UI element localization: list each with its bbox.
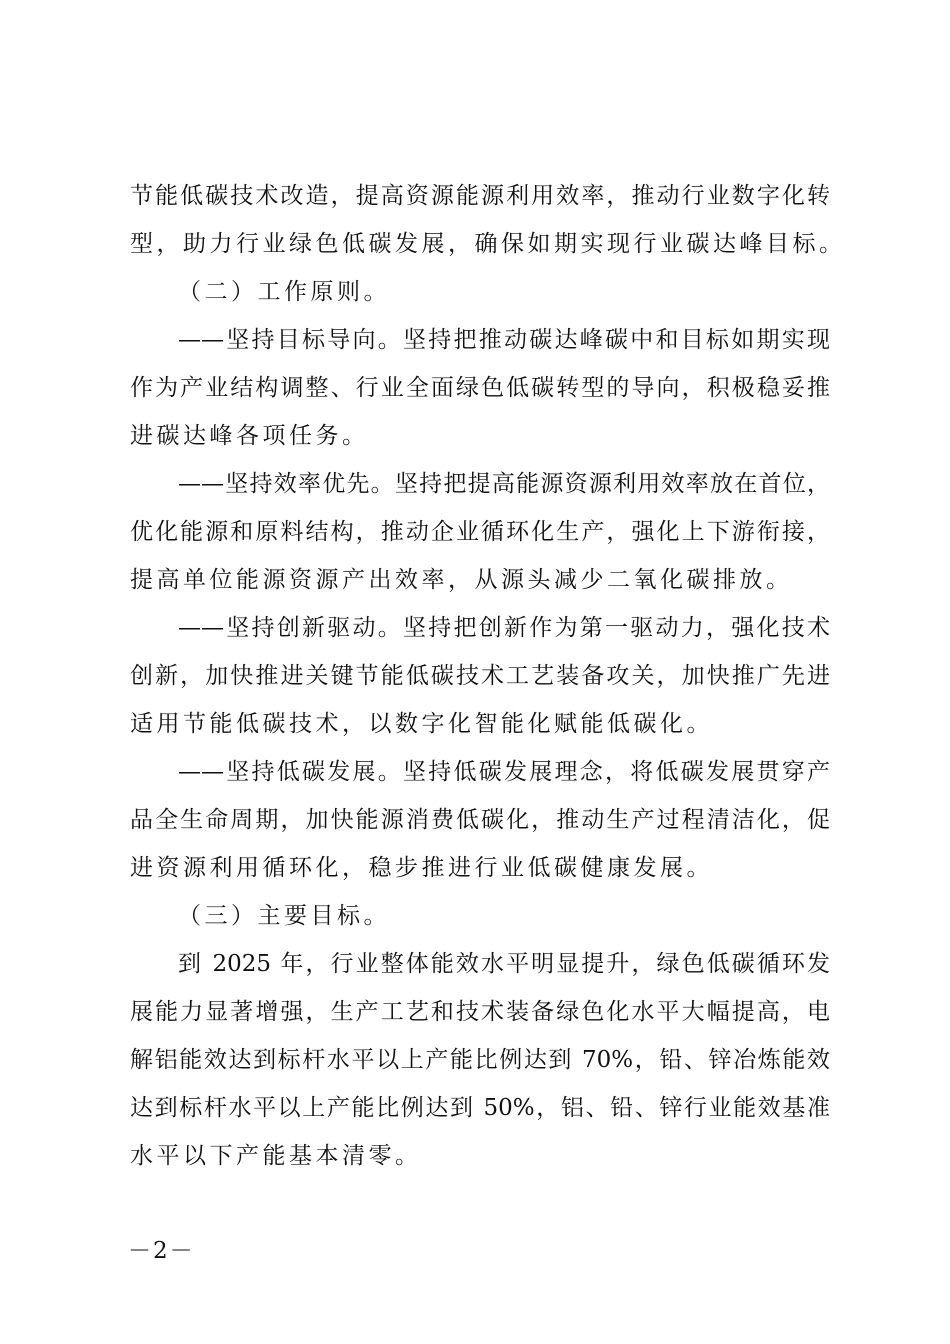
page-number: －2－: [128, 1238, 195, 1264]
paragraph-line: 达到标杆水平以上产能比例达到 50%，铝、铅、锌行业能效基准: [130, 1095, 830, 1121]
paragraph-line: 展能力显著增强，生产工艺和技术装备绿色化水平大幅提高，电: [130, 999, 830, 1025]
paragraph-line: 解铝能效达到标杆水平以上产能比例达到 70%，铅、锌冶炼能效: [130, 1047, 830, 1073]
paragraph-line: 品全生命周期，加快能源消费低碳化，推动生产过程清洁化，促: [130, 807, 830, 833]
paragraph-line: 进资源利用循环化，稳步推进行业低碳健康发展。: [130, 855, 713, 881]
paragraph-line: 适用节能低碳技术，以数字化智能化赋能低碳化。: [130, 711, 713, 737]
paragraph-line: 型，助力行业绿色低碳发展，确保如期实现行业碳达峰目标。: [130, 231, 846, 257]
section-heading: （三）主要目标。: [178, 903, 390, 929]
paragraph-line: 优化能源和原料结构，推动企业循环化生产，强化上下游衔接，: [130, 519, 830, 545]
paragraph-line: 节能低碳技术改造，提高资源能源利用效率，推动行业数字化转: [130, 183, 830, 209]
paragraph-line: 提高单位能源资源产出效率，从源头减少二氧化碳排放。: [130, 567, 793, 593]
paragraph-line: 到 2025 年，行业整体能效水平明显提升，绿色低碳循环发: [178, 951, 830, 977]
section-heading: （二）工作原则。: [178, 279, 390, 305]
paragraph-line: 进碳达峰各项任务。: [130, 423, 369, 449]
paragraph-line: ——坚持目标导向。坚持把推动碳达峰碳中和目标如期实现: [178, 327, 830, 353]
paragraph-line: ——坚持低碳发展。坚持低碳发展理念，将低碳发展贯穿产: [178, 759, 830, 785]
paragraph-line: 作为产业结构调整、行业全面绿色低碳转型的导向，积极稳妥推: [130, 375, 830, 401]
paragraph-line: ——坚持效率优先。坚持把提高能源资源利用效率放在首位，: [178, 471, 830, 497]
paragraph-line: 创新，加快推进关键节能低碳技术工艺装备攻关，加快推广先进: [130, 663, 830, 689]
paragraph-line: ——坚持创新驱动。坚持把创新作为第一驱动力，强化技术: [178, 615, 830, 641]
paragraph-line: 水平以下产能基本清零。: [130, 1143, 422, 1169]
